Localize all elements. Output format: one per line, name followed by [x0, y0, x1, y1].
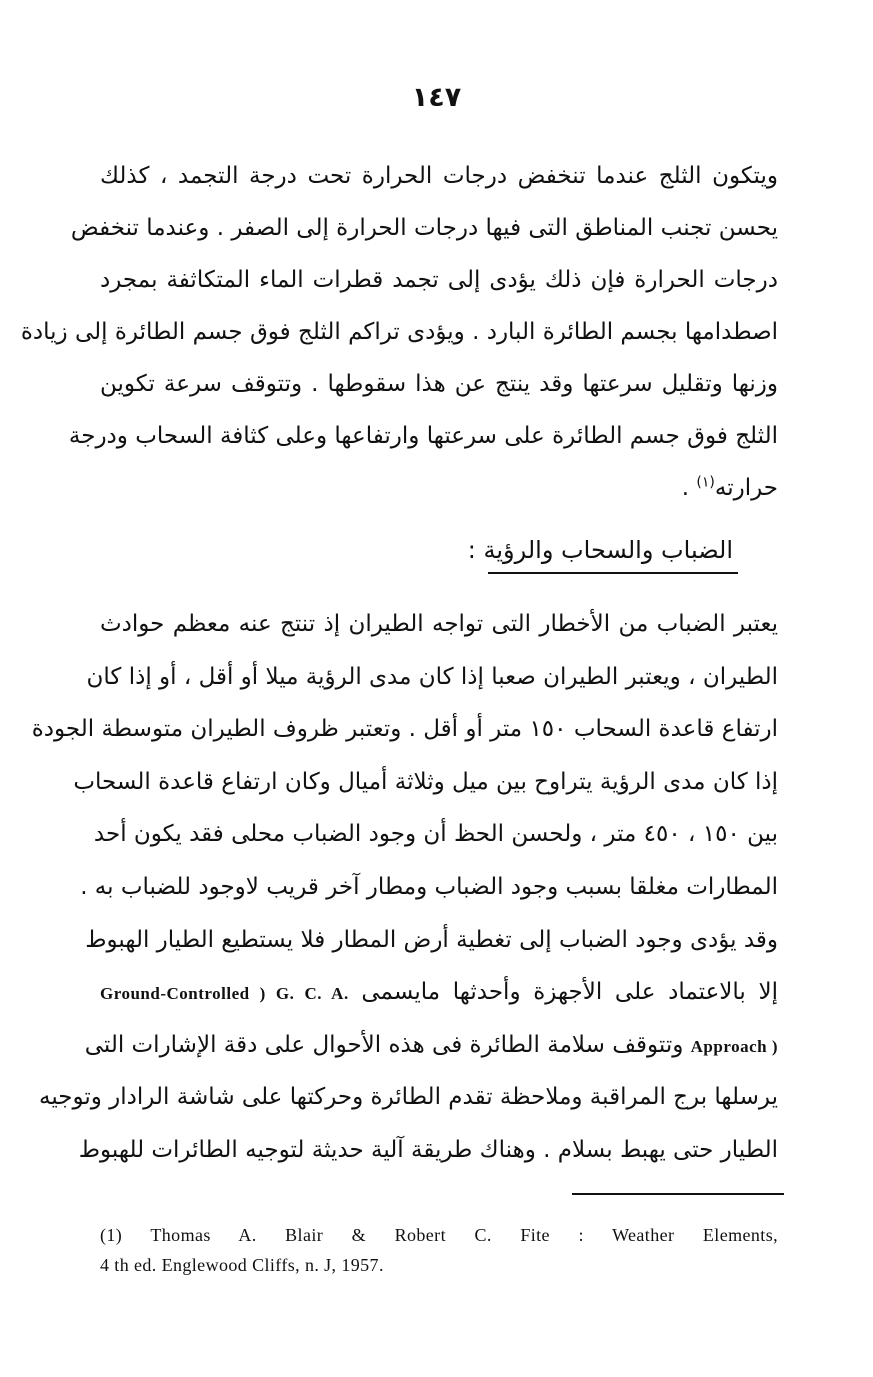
text-line: الطيار حتى يهبط بسلام . وهناك طريقة آلية حديثة لتوجيه الطائرات للهبوط — [78, 1136, 778, 1163]
text-line-gca — [100, 966, 778, 1019]
text-line-last — [100, 462, 778, 514]
text-line: ويتكون الثلج عندما تنخفض درجات الحرارة تحت درجة التجمد ، كذلك — [100, 163, 778, 189]
latin-term: Approach ) — [690, 1036, 778, 1056]
text-line-approach — [84, 1019, 778, 1072]
text-line: ارتفاع قاعدة السحاب ١٥٠ متر أو أقل . وتعتبر ظروف الطيران متوسطة الجودة — [31, 716, 778, 743]
last-line-end: . — [681, 475, 690, 501]
text-line: المطارات مغلقا بسبب وجود الضباب ومطار آخر قريب لاوجود للضباب به . — [80, 873, 778, 900]
footnote-line: (1) Thomas A. Blair & Robert C. Fite : Weather Elements, — [100, 1225, 778, 1245]
text-line: درجات الحرارة فإن ذلك يؤدى إلى تجمد قطرات الماء المتكاثفة بمجرد — [100, 267, 778, 293]
text-line: يرسلها برج المراقبة وملاحظة تقدم الطائرة وحركتها على شاشة الرادار وتوجيه — [38, 1084, 778, 1111]
paragraph-fog — [31, 598, 778, 1177]
text-line: بين ١٥٠ ، ٤٥٠ متر ، ولحسن الحظ أن وجود الضباب محلى فقد يكون أحد — [93, 821, 778, 848]
text-line: يعتبر الضباب من الأخطار التى تواجه الطيران إذ تنتج عنه معظم حوادث — [100, 611, 778, 637]
last-line-text: حرارته — [714, 475, 778, 501]
text-line: إذا كان مدى الرؤية يتراوح بين ميل وثلاثة أميال وكان ارتفاع قاعدة السحاب — [73, 768, 778, 795]
text-line: الطيران ، ويعتبر الطيران صعبا إذا كان مدى الرؤية ميلا أو أقل ، أو إذا كان — [86, 663, 778, 690]
footnote — [100, 1220, 778, 1280]
section-heading: الضباب والسحاب والرؤية : — [467, 536, 733, 564]
text-line: اصطدامها بجسم الطائرة البارد . ويؤدى تراكم الثلج فوق جسم الطائرة إلى زيادة — [20, 319, 778, 345]
text-line: الثلج فوق جسم الطائرة على سرعتها وارتفاعها وعلى كثافة السحاب ودرجة — [68, 423, 778, 449]
footnote-marker: (١) — [696, 474, 715, 491]
text-line: وزنها وتقليل سرعتها وقد ينتج عن هذا سقوطها . وتتوقف سرعة تكوين — [100, 371, 778, 397]
line-arabic-part: إلا بالاعتماد على الأجهزة وأحدثها مايسمى — [361, 979, 778, 1006]
footnote-line: 4 th ed. Englewood Cliffs, n. J, 1957. — [100, 1255, 384, 1275]
text-line: وقد يؤدى وجود الضباب إلى تغطية أرض المطار فلا يستطيع الطيار الهبوط — [85, 926, 778, 953]
line-arabic-part: وتتوقف سلامة الطائرة فى هذه الأحوال على دقة الإشارات التى — [84, 1031, 684, 1058]
footnote-separator — [572, 1193, 784, 1195]
text-line: يحسن تجنب المناطق التى فيها درجات الحرارة إلى الصفر . وعندما تنخفض — [70, 215, 778, 241]
heading-underline — [488, 572, 738, 574]
page-number: ١٤٧ — [411, 82, 462, 113]
latin-term: Ground-Controlled ) G. C. A. — [100, 984, 349, 1004]
paragraph-icing — [20, 150, 778, 514]
